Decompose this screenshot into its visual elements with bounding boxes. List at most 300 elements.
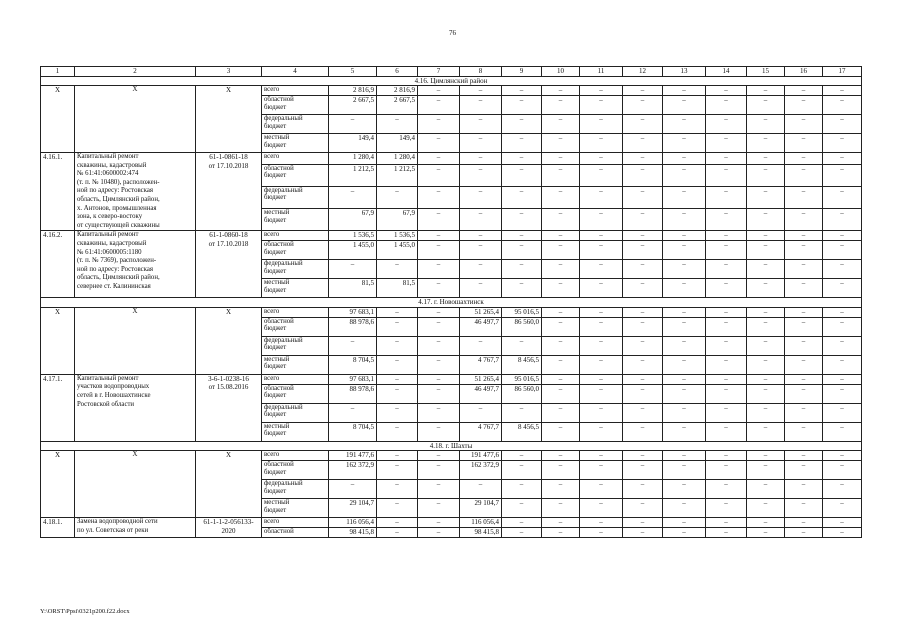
item-document: [196, 307, 262, 374]
value-col-17: –: [823, 384, 862, 403]
text-line: № 61:41:0600005:1180: [77, 248, 142, 256]
value-v8: –: [460, 260, 502, 279]
value-v8: –: [460, 209, 502, 231]
value-v6: 81,5: [377, 279, 418, 298]
column-header: 6: [377, 67, 418, 77]
value-v5: –: [329, 260, 377, 279]
value-col-10: –: [542, 422, 580, 441]
item-number: X: [41, 307, 75, 374]
text-line: федеральный: [264, 115, 303, 122]
text-line: местный: [264, 279, 290, 287]
value-col-11: –: [580, 422, 623, 441]
text-line: бюджет: [264, 344, 287, 352]
column-header: 12: [623, 67, 663, 77]
text-line: X: [132, 307, 138, 315]
value-col-11: –: [580, 96, 623, 115]
value-col-12: –: [623, 241, 663, 260]
value-col-15: –: [747, 209, 785, 231]
item-document: [196, 374, 262, 441]
value-col-15: –: [747, 260, 785, 279]
value-v8: 162 372,9: [460, 461, 502, 480]
value-col-10: –: [542, 307, 580, 317]
value-col-14: –: [706, 403, 747, 422]
funding-source: [262, 279, 329, 298]
text-line: областной: [264, 241, 294, 249]
value-v6: 2 667,5: [377, 96, 418, 115]
funding-source: [262, 134, 329, 153]
value-col-17: –: [823, 336, 862, 355]
value-col-10: –: [542, 499, 580, 518]
value-v8: –: [460, 96, 502, 115]
value-v8: 29 104,7: [460, 499, 502, 518]
value-col-14: –: [706, 336, 747, 355]
text-line: бюджет: [264, 411, 287, 419]
value-col-16: –: [785, 336, 823, 355]
value-v7: –: [418, 279, 460, 298]
funding-source: [262, 186, 329, 208]
value-v9: –: [502, 336, 542, 355]
text-line: бюджет: [264, 363, 287, 371]
text-line: 61-1-1-2-056133-: [203, 518, 254, 527]
value-col-17: –: [823, 115, 862, 134]
section-title: 4.17. г. Новошахтинск: [41, 298, 862, 308]
value-col-12: –: [623, 518, 663, 528]
value-col-13: –: [663, 307, 706, 317]
value-col-16: –: [785, 134, 823, 153]
value-v9: –: [502, 134, 542, 153]
text-line: 61-1-0861-18: [209, 153, 248, 161]
value-col-13: –: [663, 317, 706, 336]
value-col-12: –: [623, 231, 663, 241]
value-col-17: –: [823, 499, 862, 518]
value-col-10: –: [542, 374, 580, 384]
value-col-15: –: [747, 374, 785, 384]
value-col-17: –: [823, 518, 862, 528]
column-header: 17: [823, 67, 862, 77]
value-col-12: –: [623, 355, 663, 374]
text-line: бюджет: [264, 141, 287, 149]
value-v9: –: [502, 186, 542, 208]
value-col-15: –: [747, 153, 785, 165]
section-title: 4.18. г. Шахты: [41, 441, 862, 451]
item-number: 4.16.1.: [41, 153, 75, 231]
value-v7: –: [418, 461, 460, 480]
page-number: 76: [449, 29, 456, 37]
value-v7: –: [418, 164, 460, 186]
item-name: [75, 86, 196, 153]
value-v6: –: [377, 336, 418, 355]
value-v7: –: [418, 186, 460, 208]
value-v9: –: [502, 260, 542, 279]
text-line: от 17.10.2018: [208, 239, 249, 248]
section-title-row: [41, 441, 862, 451]
value-col-12: –: [623, 336, 663, 355]
value-col-16: –: [785, 451, 823, 461]
text-line: всего: [264, 231, 280, 239]
item-name: [75, 518, 196, 538]
funding-source: [262, 231, 329, 241]
value-v8: 98 415,8: [460, 528, 502, 538]
funding-source: [262, 518, 329, 528]
value-v8: 51 265,4: [460, 374, 502, 384]
table-row: [41, 451, 862, 461]
value-v6: –: [377, 422, 418, 441]
value-col-12: –: [623, 422, 663, 441]
text-line: скважины, кадастровый: [77, 161, 147, 169]
value-col-15: –: [747, 307, 785, 317]
value-col-12: –: [623, 260, 663, 279]
value-v6: –: [377, 307, 418, 317]
value-col-13: –: [663, 134, 706, 153]
table-row: [41, 153, 862, 165]
text-line: бюджет: [264, 103, 287, 111]
value-col-12: –: [623, 480, 663, 499]
item-document: [196, 86, 262, 153]
value-col-13: –: [663, 241, 706, 260]
text-line: бюджет: [264, 392, 287, 400]
value-col-11: –: [580, 209, 623, 231]
value-v7: –: [418, 307, 460, 317]
value-v7: –: [418, 480, 460, 499]
value-v6: –: [377, 374, 418, 384]
value-col-14: –: [706, 384, 747, 403]
value-col-11: –: [580, 279, 623, 298]
text-line: X: [225, 86, 232, 94]
value-col-17: –: [823, 528, 862, 538]
value-col-17: –: [823, 186, 862, 208]
value-v9: 95 016,5: [502, 307, 542, 317]
value-v5: 191 477,6: [329, 451, 377, 461]
value-v6: –: [377, 403, 418, 422]
value-col-16: –: [785, 96, 823, 115]
value-col-12: –: [623, 374, 663, 384]
value-col-14: –: [706, 231, 747, 241]
value-col-16: –: [785, 164, 823, 186]
text-line: от существующей скважины: [77, 221, 160, 229]
text-line: Капитальный ремонт: [77, 153, 139, 160]
value-v9: 86 560,0: [502, 317, 542, 336]
value-col-16: –: [785, 231, 823, 241]
text-line: от 17.10.2018: [208, 161, 249, 170]
value-v8: –: [460, 241, 502, 260]
value-col-16: –: [785, 86, 823, 96]
value-col-17: –: [823, 374, 862, 384]
value-col-10: –: [542, 317, 580, 336]
value-col-11: –: [580, 355, 623, 374]
table-row: [41, 374, 862, 384]
value-v9: –: [502, 279, 542, 298]
file-path-footer: Y:\ORST\Ppsi\0321p200.f22.docx: [40, 608, 130, 615]
value-col-12: –: [623, 115, 663, 134]
value-v9: –: [502, 241, 542, 260]
value-col-14: –: [706, 422, 747, 441]
value-col-15: –: [747, 499, 785, 518]
value-v5: 81,5: [329, 279, 377, 298]
value-col-12: –: [623, 403, 663, 422]
value-v6: 1 280,4: [377, 153, 418, 165]
value-v5: 162 372,9: [329, 461, 377, 480]
value-v9: –: [502, 518, 542, 528]
value-col-14: –: [706, 153, 747, 165]
item-number: 4.16.2.: [41, 231, 75, 298]
value-v9: –: [502, 164, 542, 186]
value-col-10: –: [542, 279, 580, 298]
item-name: [75, 451, 196, 518]
value-v9: –: [502, 96, 542, 115]
value-col-16: –: [785, 153, 823, 165]
value-col-14: –: [706, 279, 747, 298]
value-col-17: –: [823, 153, 862, 165]
text-line: всего: [264, 153, 280, 160]
value-v9: –: [502, 461, 542, 480]
value-col-12: –: [623, 528, 663, 538]
value-v6: –: [377, 186, 418, 208]
column-header: 15: [747, 67, 785, 77]
value-v8: –: [460, 153, 502, 165]
text-line: федеральный: [264, 336, 303, 344]
value-col-17: –: [823, 209, 862, 231]
value-col-10: –: [542, 451, 580, 461]
text-line: областной: [264, 96, 294, 103]
value-col-17: –: [823, 260, 862, 279]
value-col-11: –: [580, 231, 623, 241]
text-line: бюджет: [264, 430, 287, 438]
value-col-17: –: [823, 451, 862, 461]
value-v5: 8 704,5: [329, 355, 377, 374]
value-v5: 8 704,5: [329, 422, 377, 441]
value-v7: –: [418, 241, 460, 260]
text-line: область, Цимлянский район,: [77, 274, 160, 282]
text-line: местный: [264, 134, 290, 141]
value-col-14: –: [706, 355, 747, 374]
value-v5: –: [329, 186, 377, 208]
value-col-10: –: [542, 96, 580, 115]
value-col-10: –: [542, 164, 580, 186]
value-v7: –: [418, 153, 460, 165]
value-v7: –: [418, 317, 460, 336]
text-line: 2020: [221, 526, 236, 535]
value-v5: 1 536,5: [329, 231, 377, 241]
value-v6: –: [377, 451, 418, 461]
value-v8: –: [460, 480, 502, 499]
item-number: X: [41, 86, 75, 153]
item-name: [75, 231, 196, 298]
text-line: Капитальный ремонт: [77, 374, 139, 382]
value-col-17: –: [823, 231, 862, 241]
value-v7: –: [418, 209, 460, 231]
funding-source: [262, 528, 329, 538]
value-col-13: –: [663, 96, 706, 115]
value-col-11: –: [580, 241, 623, 260]
text-line: бюджет: [264, 248, 287, 256]
text-line: сетей в г. Новошахтинске: [77, 392, 151, 400]
value-col-12: –: [623, 279, 663, 298]
table-row: [41, 307, 862, 317]
value-v7: –: [418, 134, 460, 153]
text-line: бюджет: [264, 122, 287, 130]
text-line: всего: [264, 86, 280, 93]
value-col-14: –: [706, 317, 747, 336]
value-v6: 149,4: [377, 134, 418, 153]
value-col-16: –: [785, 355, 823, 374]
value-col-15: –: [747, 451, 785, 461]
value-col-14: –: [706, 499, 747, 518]
value-v5: –: [329, 480, 377, 499]
value-v6: 1 536,5: [377, 231, 418, 241]
text-line: по ул. Советская от реки: [77, 526, 149, 534]
value-col-16: –: [785, 422, 823, 441]
value-col-12: –: [623, 499, 663, 518]
text-line: Капитальный ремонт: [77, 231, 139, 239]
value-v5: 1 280,4: [329, 153, 377, 165]
value-v7: –: [418, 260, 460, 279]
text-line: местный: [264, 422, 290, 430]
value-col-17: –: [823, 461, 862, 480]
value-v5: 2 667,5: [329, 96, 377, 115]
column-header: 9: [502, 67, 542, 77]
value-v8: –: [460, 86, 502, 96]
value-col-11: –: [580, 307, 623, 317]
value-col-15: –: [747, 384, 785, 403]
value-col-11: –: [580, 260, 623, 279]
value-v9: –: [502, 480, 542, 499]
text-line: всего: [264, 518, 280, 526]
value-col-13: –: [663, 451, 706, 461]
funding-source: [262, 403, 329, 422]
value-col-11: –: [580, 186, 623, 208]
value-col-13: –: [663, 86, 706, 96]
value-col-13: –: [663, 209, 706, 231]
value-v6: 1 212,5: [377, 164, 418, 186]
text-line: ной по адресу: Ростовская: [77, 265, 153, 273]
table-row: [41, 518, 862, 528]
text-line: X: [132, 86, 138, 93]
value-v6: 2 816,9: [377, 86, 418, 96]
value-v7: –: [418, 528, 460, 538]
value-col-13: –: [663, 115, 706, 134]
value-col-17: –: [823, 96, 862, 115]
text-line: бюджет: [264, 194, 287, 202]
text-line: федеральный: [264, 186, 303, 194]
column-header: 2: [75, 67, 196, 77]
value-col-16: –: [785, 115, 823, 134]
text-line: Ростовской области: [77, 400, 135, 408]
value-col-12: –: [623, 186, 663, 208]
funding-source: [262, 374, 329, 384]
value-col-15: –: [747, 336, 785, 355]
value-v9: 86 560,0: [502, 384, 542, 403]
funding-source: [262, 451, 329, 461]
value-col-11: –: [580, 134, 623, 153]
value-col-15: –: [747, 186, 785, 208]
value-col-14: –: [706, 260, 747, 279]
value-v6: –: [377, 461, 418, 480]
item-document: [196, 231, 262, 298]
value-col-15: –: [747, 164, 785, 186]
value-col-16: –: [785, 461, 823, 480]
value-v7: –: [418, 518, 460, 528]
funding-source: [262, 307, 329, 317]
value-col-15: –: [747, 231, 785, 241]
text-line: всего: [264, 374, 280, 382]
value-col-13: –: [663, 422, 706, 441]
value-v7: –: [418, 86, 460, 96]
value-v6: –: [377, 355, 418, 374]
value-v7: –: [418, 355, 460, 374]
section-title: 4.16. Цимлянский район: [41, 76, 862, 86]
value-v9: 8 456,5: [502, 422, 542, 441]
value-col-16: –: [785, 374, 823, 384]
value-col-15: –: [747, 279, 785, 298]
value-v8: –: [460, 279, 502, 298]
value-col-15: –: [747, 422, 785, 441]
value-v7: –: [418, 115, 460, 134]
text-line: местный: [264, 355, 290, 363]
funding-source: [262, 336, 329, 355]
value-v9: –: [502, 86, 542, 96]
value-col-13: –: [663, 279, 706, 298]
text-line: областной: [264, 528, 294, 536]
value-v5: 97 683,1: [329, 307, 377, 317]
value-col-16: –: [785, 528, 823, 538]
value-col-14: –: [706, 307, 747, 317]
value-col-16: –: [785, 317, 823, 336]
value-v7: –: [418, 374, 460, 384]
value-v6: –: [377, 480, 418, 499]
value-v9: –: [502, 403, 542, 422]
column-header: 1: [41, 67, 75, 77]
value-v8: –: [460, 134, 502, 153]
value-col-15: –: [747, 115, 785, 134]
value-col-12: –: [623, 164, 663, 186]
text-line: Замена водопроводной сети: [77, 518, 158, 526]
text-line: бюджет: [264, 506, 287, 514]
value-col-15: –: [747, 317, 785, 336]
value-v5: 29 104,7: [329, 499, 377, 518]
value-col-15: –: [747, 480, 785, 499]
column-header: 10: [542, 67, 580, 77]
value-v8: –: [460, 186, 502, 208]
value-col-17: –: [823, 307, 862, 317]
funding-source: [262, 260, 329, 279]
value-col-10: –: [542, 384, 580, 403]
value-col-17: –: [823, 403, 862, 422]
value-col-10: –: [542, 355, 580, 374]
value-v6: –: [377, 528, 418, 538]
value-v9: 8 456,5: [502, 355, 542, 374]
value-col-12: –: [623, 134, 663, 153]
value-col-13: –: [663, 518, 706, 528]
value-col-16: –: [785, 241, 823, 260]
value-col-16: –: [785, 480, 823, 499]
column-header: 14: [706, 67, 747, 77]
value-v9: –: [502, 115, 542, 134]
text-line: всего: [264, 451, 280, 459]
value-col-10: –: [542, 403, 580, 422]
value-v7: –: [418, 384, 460, 403]
value-v6: –: [377, 317, 418, 336]
value-col-16: –: [785, 499, 823, 518]
value-v8: –: [460, 115, 502, 134]
value-col-17: –: [823, 279, 862, 298]
value-col-17: –: [823, 134, 862, 153]
value-v5: –: [329, 403, 377, 422]
text-line: областной: [264, 461, 294, 469]
item-number: X: [41, 451, 75, 518]
value-col-12: –: [623, 96, 663, 115]
text-line: от 15.08.2016: [208, 383, 249, 392]
value-v9: –: [502, 451, 542, 461]
